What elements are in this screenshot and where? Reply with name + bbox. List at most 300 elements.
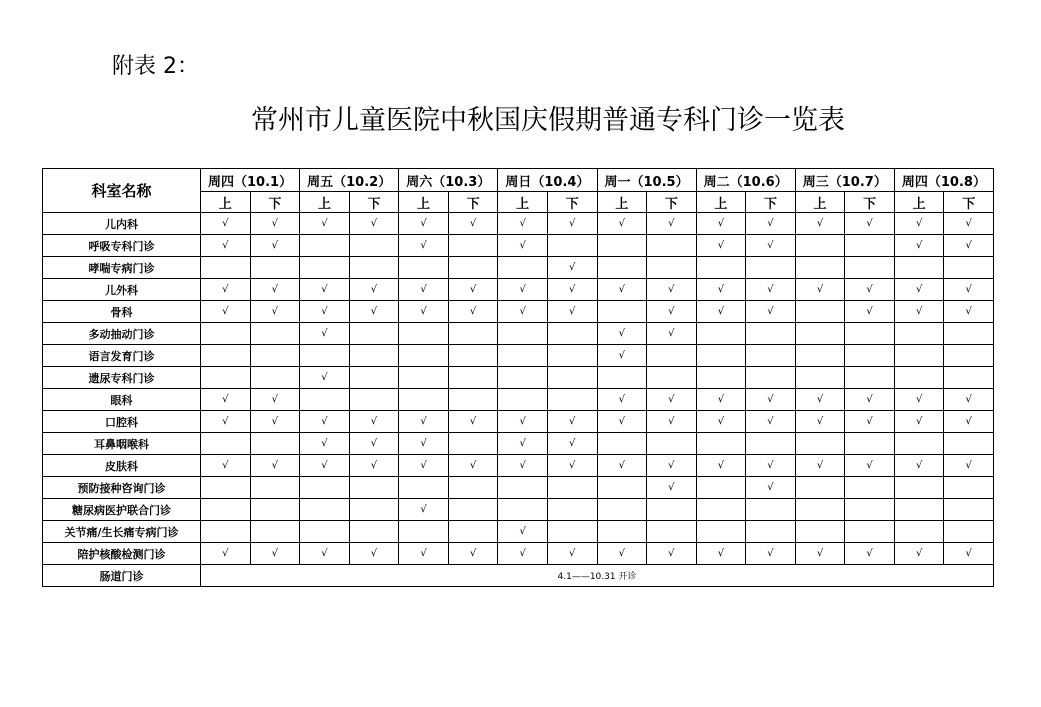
empty-cell [845,235,895,257]
check-mark: √ [746,455,796,477]
check-mark: √ [399,433,449,455]
empty-cell [894,433,944,455]
check-mark: √ [547,433,597,455]
check-mark: √ [944,301,994,323]
empty-cell [944,433,994,455]
empty-cell [201,323,251,345]
dept-name: 眼科 [43,389,201,411]
empty-cell [250,345,300,367]
check-mark: √ [894,411,944,433]
check-mark: √ [201,235,251,257]
empty-cell [399,323,449,345]
empty-cell [498,477,548,499]
check-mark: √ [894,389,944,411]
empty-cell [795,521,845,543]
empty-cell [300,235,350,257]
check-mark: √ [746,235,796,257]
check-mark: √ [647,389,697,411]
check-mark: √ [300,323,350,345]
table-row [43,565,994,587]
empty-cell [597,257,647,279]
check-mark: √ [300,433,350,455]
check-mark: √ [300,213,350,235]
check-mark: √ [250,543,300,565]
morning-header: 上 [399,192,449,213]
check-mark: √ [746,213,796,235]
afternoon-header: 下 [547,192,597,213]
check-mark: √ [894,543,944,565]
check-mark: √ [399,301,449,323]
check-mark: √ [795,279,845,301]
empty-cell [795,477,845,499]
empty-cell [250,521,300,543]
check-mark: √ [448,455,498,477]
empty-cell [399,345,449,367]
empty-cell [201,477,251,499]
empty-cell [894,367,944,389]
empty-cell [399,367,449,389]
check-mark: √ [746,411,796,433]
table-row [43,345,994,367]
dept-name: 遗尿专科门诊 [43,367,201,389]
check-mark: √ [944,455,994,477]
empty-cell [795,323,845,345]
empty-cell [597,433,647,455]
empty-cell [448,521,498,543]
check-mark: √ [399,411,449,433]
empty-cell [647,345,697,367]
dept-name: 耳鼻咽喉科 [43,433,201,455]
empty-cell [746,345,796,367]
empty-cell [250,477,300,499]
check-mark: √ [845,543,895,565]
day-header: 周二（10.6） [696,169,795,192]
empty-cell [795,235,845,257]
empty-cell [399,257,449,279]
dept-name: 预防接种咨询门诊 [43,477,201,499]
check-mark: √ [498,433,548,455]
check-mark: √ [300,455,350,477]
dept-name: 语言发育门诊 [43,345,201,367]
empty-cell [795,367,845,389]
empty-cell [448,235,498,257]
check-mark: √ [250,301,300,323]
empty-cell [349,477,399,499]
empty-cell [746,521,796,543]
afternoon-header: 下 [746,192,796,213]
empty-cell [597,367,647,389]
dept-name: 陪护核酸检测门诊 [43,543,201,565]
check-mark: √ [696,301,746,323]
empty-cell [547,345,597,367]
empty-cell [944,521,994,543]
afternoon-header: 下 [944,192,994,213]
check-mark: √ [201,389,251,411]
empty-cell [300,521,350,543]
empty-cell [448,389,498,411]
check-mark: √ [201,213,251,235]
empty-cell [944,477,994,499]
day-header: 周五（10.2） [300,169,399,192]
check-mark: √ [300,367,350,389]
check-mark: √ [696,455,746,477]
dept-name: 口腔科 [43,411,201,433]
dept-name: 儿外科 [43,279,201,301]
empty-cell [300,389,350,411]
dept-name: 多动抽动门诊 [43,323,201,345]
day-header-row [43,169,994,192]
empty-cell [845,521,895,543]
empty-cell [944,367,994,389]
day-header: 周三（10.7） [795,169,894,192]
check-mark: √ [597,543,647,565]
check-mark: √ [349,411,399,433]
check-mark: √ [201,455,251,477]
empty-cell [696,345,746,367]
check-mark: √ [399,213,449,235]
check-mark: √ [300,543,350,565]
check-mark: √ [894,301,944,323]
check-mark: √ [944,235,994,257]
check-mark: √ [647,301,697,323]
empty-cell [597,499,647,521]
table-row [43,323,994,345]
check-mark: √ [647,543,697,565]
check-mark: √ [845,301,895,323]
empty-cell [944,323,994,345]
afternoon-header: 下 [349,192,399,213]
empty-cell [795,499,845,521]
empty-cell [349,323,399,345]
empty-cell [547,367,597,389]
empty-cell [647,521,697,543]
empty-cell [845,323,895,345]
check-mark: √ [399,543,449,565]
check-mark: √ [894,213,944,235]
dept-column-header: 科室名称 [43,169,201,213]
empty-cell [795,301,845,323]
empty-cell [349,521,399,543]
check-mark: √ [498,235,548,257]
empty-cell [795,345,845,367]
check-mark: √ [547,213,597,235]
check-mark: √ [795,213,845,235]
check-mark: √ [399,455,449,477]
empty-cell [201,499,251,521]
empty-cell [448,323,498,345]
check-mark: √ [696,389,746,411]
empty-cell [696,433,746,455]
table-row [43,367,994,389]
check-mark: √ [399,279,449,301]
check-mark: √ [746,543,796,565]
empty-cell [448,477,498,499]
check-mark: √ [498,521,548,543]
empty-cell [448,367,498,389]
empty-cell [845,257,895,279]
empty-cell [201,433,251,455]
empty-cell [201,367,251,389]
empty-cell [647,367,697,389]
empty-cell [547,521,597,543]
day-header: 周四（10.8） [894,169,993,192]
empty-cell [746,323,796,345]
check-mark: √ [845,213,895,235]
empty-cell [597,235,647,257]
check-mark: √ [547,279,597,301]
table-row [43,235,994,257]
check-mark: √ [349,455,399,477]
check-mark: √ [448,213,498,235]
empty-cell [399,389,449,411]
empty-cell [498,323,548,345]
check-mark: √ [746,477,796,499]
empty-cell [944,345,994,367]
empty-cell [201,345,251,367]
check-mark: √ [201,411,251,433]
check-mark: √ [894,455,944,477]
empty-cell [498,499,548,521]
empty-cell [498,389,548,411]
empty-cell [399,477,449,499]
empty-cell [498,345,548,367]
table-row [43,477,994,499]
empty-cell [448,499,498,521]
check-mark: √ [349,543,399,565]
empty-cell [300,499,350,521]
check-mark: √ [399,499,449,521]
empty-cell [894,521,944,543]
empty-cell [349,345,399,367]
dept-name: 骨科 [43,301,201,323]
check-mark: √ [201,543,251,565]
check-mark: √ [349,433,399,455]
empty-cell [349,367,399,389]
empty-cell [250,367,300,389]
empty-cell [448,345,498,367]
empty-cell [746,367,796,389]
check-mark: √ [498,455,548,477]
check-mark: √ [597,323,647,345]
empty-cell [547,323,597,345]
table-row [43,411,994,433]
empty-cell [746,499,796,521]
check-mark: √ [547,257,597,279]
check-mark: √ [696,279,746,301]
empty-cell [647,235,697,257]
check-mark: √ [696,213,746,235]
check-mark: √ [647,455,697,477]
check-mark: √ [300,411,350,433]
check-mark: √ [300,279,350,301]
empty-cell [845,367,895,389]
check-mark: √ [647,477,697,499]
check-mark: √ [696,543,746,565]
schedule-body [43,213,994,587]
empty-cell [201,521,251,543]
check-mark: √ [250,213,300,235]
empty-cell [300,477,350,499]
check-mark: √ [300,301,350,323]
check-mark: √ [845,389,895,411]
empty-cell [795,257,845,279]
check-mark: √ [597,279,647,301]
check-mark: √ [448,279,498,301]
check-mark: √ [845,279,895,301]
empty-cell [696,499,746,521]
empty-cell [597,301,647,323]
empty-cell [498,367,548,389]
check-mark: √ [746,301,796,323]
morning-header: 上 [795,192,845,213]
check-mark: √ [250,235,300,257]
empty-cell [894,323,944,345]
table-row [43,521,994,543]
check-mark: √ [647,411,697,433]
empty-cell [845,477,895,499]
check-mark: √ [845,455,895,477]
morning-header: 上 [498,192,548,213]
check-mark: √ [894,279,944,301]
check-mark: √ [547,543,597,565]
morning-header: 上 [696,192,746,213]
empty-cell [647,499,697,521]
check-mark: √ [597,213,647,235]
table-row [43,499,994,521]
check-mark: √ [250,455,300,477]
check-mark: √ [696,411,746,433]
check-mark: √ [448,301,498,323]
check-mark: √ [795,389,845,411]
empty-cell [696,257,746,279]
appendix-label: 附表 2： [112,54,199,79]
check-mark: √ [647,213,697,235]
empty-cell [547,389,597,411]
empty-cell [944,499,994,521]
check-mark: √ [647,323,697,345]
empty-cell [746,257,796,279]
dept-name: 儿内科 [43,213,201,235]
check-mark: √ [597,455,647,477]
empty-cell [597,477,647,499]
table-row [43,279,994,301]
empty-cell [547,477,597,499]
empty-cell [399,521,449,543]
dept-name: 呼吸专科门诊 [43,235,201,257]
empty-cell [349,235,399,257]
empty-cell [201,257,251,279]
morning-header: 上 [300,192,350,213]
day-header: 周六（10.3） [399,169,498,192]
afternoon-header: 下 [250,192,300,213]
empty-cell [250,257,300,279]
check-mark: √ [547,411,597,433]
table-row [43,455,994,477]
afternoon-header: 下 [647,192,697,213]
check-mark: √ [746,389,796,411]
empty-cell [894,477,944,499]
afternoon-header: 下 [448,192,498,213]
empty-cell [696,323,746,345]
check-mark: √ [845,411,895,433]
morning-header: 上 [894,192,944,213]
dept-name: 关节痛/生长痛专病门诊 [43,521,201,543]
empty-cell [696,367,746,389]
check-mark: √ [944,543,994,565]
check-mark: √ [944,411,994,433]
check-mark: √ [944,213,994,235]
check-mark: √ [647,279,697,301]
empty-cell [349,499,399,521]
empty-cell [250,499,300,521]
empty-cell [894,499,944,521]
empty-cell [498,257,548,279]
check-mark: √ [795,543,845,565]
empty-cell [250,433,300,455]
dept-name: 皮肤科 [43,455,201,477]
check-mark: √ [597,389,647,411]
table-row [43,433,994,455]
empty-cell [845,345,895,367]
check-mark: √ [944,389,994,411]
empty-cell [647,433,697,455]
empty-cell [696,477,746,499]
check-mark: √ [250,279,300,301]
empty-cell [349,389,399,411]
check-mark: √ [250,389,300,411]
check-mark: √ [696,235,746,257]
check-mark: √ [201,301,251,323]
check-mark: √ [448,543,498,565]
check-mark: √ [547,301,597,323]
check-mark: √ [746,279,796,301]
check-mark: √ [547,455,597,477]
day-header: 周一（10.5） [597,169,696,192]
check-mark: √ [597,345,647,367]
check-mark: √ [349,213,399,235]
check-mark: √ [349,301,399,323]
empty-cell [696,521,746,543]
empty-cell [547,499,597,521]
check-mark: √ [201,279,251,301]
empty-cell [795,433,845,455]
dept-name: 肠道门诊 [43,565,201,587]
empty-cell [300,257,350,279]
check-mark: √ [795,411,845,433]
dept-name: 哮喘专病门诊 [43,257,201,279]
check-mark: √ [498,213,548,235]
check-mark: √ [795,455,845,477]
empty-cell [845,499,895,521]
empty-cell [647,257,697,279]
check-mark: √ [349,279,399,301]
check-mark: √ [894,235,944,257]
empty-cell [250,323,300,345]
check-mark: √ [250,411,300,433]
empty-cell [300,345,350,367]
empty-cell [944,257,994,279]
table-row [43,213,994,235]
afternoon-header: 下 [845,192,895,213]
morning-header: 上 [597,192,647,213]
open-period-note: 4.1——10.31 开诊 [201,565,994,587]
check-mark: √ [448,411,498,433]
table-row [43,389,994,411]
dept-name: 糖尿病医护联合门诊 [43,499,201,521]
empty-cell [448,257,498,279]
empty-cell [894,257,944,279]
table-row [43,543,994,565]
